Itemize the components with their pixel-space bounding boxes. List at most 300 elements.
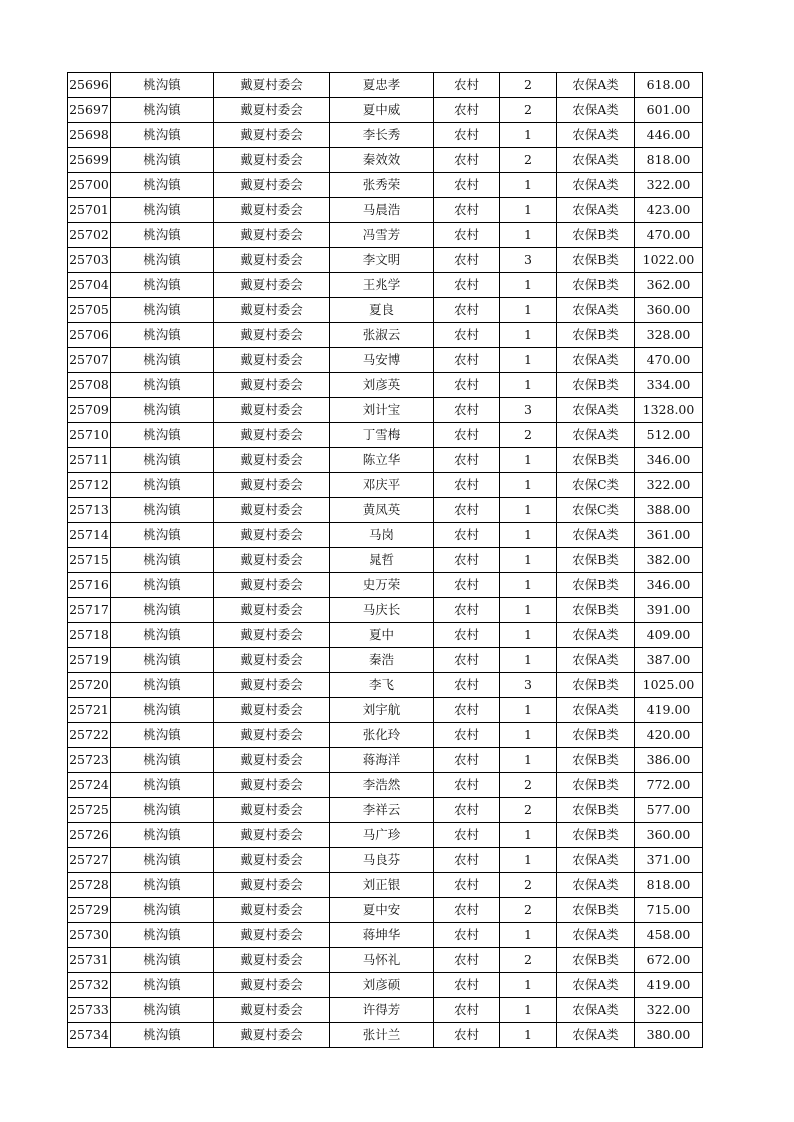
area-type-cell: 农村: [434, 398, 500, 423]
household-count-cell: 1: [500, 923, 557, 948]
town-cell: 桃沟镇: [111, 173, 214, 198]
village-committee-cell: 戴夏村委会: [214, 148, 330, 173]
amount-cell: 322.00: [635, 998, 703, 1023]
person-name-cell: 夏中威: [330, 98, 434, 123]
amount-cell: 388.00: [635, 498, 703, 523]
amount-cell: 322.00: [635, 473, 703, 498]
person-name-cell: 张化玲: [330, 723, 434, 748]
record-id-cell: 25733: [68, 998, 111, 1023]
area-type-cell: 农村: [434, 523, 500, 548]
village-committee-cell: 戴夏村委会: [214, 948, 330, 973]
insurance-category-cell: 农保B类: [557, 748, 635, 773]
area-type-cell: 农村: [434, 873, 500, 898]
village-committee-cell: 戴夏村委会: [214, 798, 330, 823]
household-count-cell: 2: [500, 948, 557, 973]
insurance-category-cell: 农保A类: [557, 523, 635, 548]
household-count-cell: 1: [500, 623, 557, 648]
town-cell: 桃沟镇: [111, 523, 214, 548]
village-committee-cell: 戴夏村委会: [214, 673, 330, 698]
amount-cell: 361.00: [635, 523, 703, 548]
amount-cell: 362.00: [635, 273, 703, 298]
insurance-category-cell: 农保A类: [557, 398, 635, 423]
person-name-cell: 李祥云: [330, 798, 434, 823]
person-name-cell: 马良芬: [330, 848, 434, 873]
area-type-cell: 农村: [434, 898, 500, 923]
person-name-cell: 夏良: [330, 298, 434, 323]
amount-cell: 470.00: [635, 223, 703, 248]
record-id-cell: 25711: [68, 448, 111, 473]
village-committee-cell: 戴夏村委会: [214, 448, 330, 473]
town-cell: 桃沟镇: [111, 848, 214, 873]
table-row: [68, 173, 703, 198]
area-type-cell: 农村: [434, 98, 500, 123]
record-id-cell: 25718: [68, 623, 111, 648]
amount-cell: 423.00: [635, 198, 703, 223]
table-row: [68, 1023, 703, 1048]
village-committee-cell: 戴夏村委会: [214, 698, 330, 723]
town-cell: 桃沟镇: [111, 648, 214, 673]
record-id-cell: 25723: [68, 748, 111, 773]
household-count-cell: 2: [500, 423, 557, 448]
village-committee-cell: 戴夏村委会: [214, 598, 330, 623]
person-name-cell: 秦浩: [330, 648, 434, 673]
record-id-cell: 25698: [68, 123, 111, 148]
household-count-cell: 2: [500, 898, 557, 923]
amount-cell: 1328.00: [635, 398, 703, 423]
record-id-cell: 25734: [68, 1023, 111, 1048]
town-cell: 桃沟镇: [111, 423, 214, 448]
household-count-cell: 1: [500, 598, 557, 623]
person-name-cell: 丁雪梅: [330, 423, 434, 448]
record-id-cell: 25704: [68, 273, 111, 298]
village-committee-cell: 戴夏村委会: [214, 548, 330, 573]
household-count-cell: 2: [500, 873, 557, 898]
insurance-category-cell: 农保A类: [557, 73, 635, 98]
household-count-cell: 2: [500, 773, 557, 798]
person-name-cell: 马安博: [330, 348, 434, 373]
village-committee-cell: 戴夏村委会: [214, 273, 330, 298]
person-name-cell: 夏忠孝: [330, 73, 434, 98]
table-row: [68, 598, 703, 623]
amount-cell: 419.00: [635, 698, 703, 723]
table-row: [68, 298, 703, 323]
town-cell: 桃沟镇: [111, 548, 214, 573]
record-id-cell: 25697: [68, 98, 111, 123]
amount-cell: 446.00: [635, 123, 703, 148]
record-id-cell: 25712: [68, 473, 111, 498]
town-cell: 桃沟镇: [111, 448, 214, 473]
amount-cell: 346.00: [635, 573, 703, 598]
table-row: [68, 123, 703, 148]
insurance-category-cell: 农保A类: [557, 173, 635, 198]
amount-cell: 1022.00: [635, 248, 703, 273]
town-cell: 桃沟镇: [111, 673, 214, 698]
town-cell: 桃沟镇: [111, 898, 214, 923]
area-type-cell: 农村: [434, 223, 500, 248]
amount-cell: 618.00: [635, 73, 703, 98]
record-id-cell: 25714: [68, 523, 111, 548]
table-row: [68, 973, 703, 998]
village-committee-cell: 戴夏村委会: [214, 98, 330, 123]
table-row: [68, 648, 703, 673]
village-committee-cell: 戴夏村委会: [214, 923, 330, 948]
amount-cell: 387.00: [635, 648, 703, 673]
amount-cell: 380.00: [635, 1023, 703, 1048]
table-row: [68, 148, 703, 173]
insurance-category-cell: 农保A类: [557, 848, 635, 873]
village-committee-cell: 戴夏村委会: [214, 223, 330, 248]
table-row: [68, 448, 703, 473]
person-name-cell: 刘宇航: [330, 698, 434, 723]
insurance-category-cell: 农保A类: [557, 1023, 635, 1048]
table-row: [68, 73, 703, 98]
person-name-cell: 张计兰: [330, 1023, 434, 1048]
person-name-cell: 许得芳: [330, 998, 434, 1023]
village-committee-cell: 戴夏村委会: [214, 398, 330, 423]
household-count-cell: 1: [500, 823, 557, 848]
household-count-cell: 1: [500, 698, 557, 723]
person-name-cell: 张秀荣: [330, 173, 434, 198]
record-id-cell: 25728: [68, 873, 111, 898]
village-committee-cell: 戴夏村委会: [214, 823, 330, 848]
table-row: [68, 773, 703, 798]
area-type-cell: 农村: [434, 123, 500, 148]
record-id-cell: 25710: [68, 423, 111, 448]
insurance-category-cell: 农保B类: [557, 448, 635, 473]
record-id-cell: 25709: [68, 398, 111, 423]
insurance-category-cell: 农保B类: [557, 273, 635, 298]
table-row: [68, 623, 703, 648]
village-committee-cell: 戴夏村委会: [214, 123, 330, 148]
insurance-category-cell: 农保C类: [557, 473, 635, 498]
town-cell: 桃沟镇: [111, 223, 214, 248]
person-name-cell: 马怀礼: [330, 948, 434, 973]
household-count-cell: 1: [500, 973, 557, 998]
area-type-cell: 农村: [434, 973, 500, 998]
record-id-cell: 25700: [68, 173, 111, 198]
area-type-cell: 农村: [434, 73, 500, 98]
person-name-cell: 刘彦英: [330, 373, 434, 398]
village-committee-cell: 戴夏村委会: [214, 373, 330, 398]
insurance-category-cell: 农保A类: [557, 148, 635, 173]
town-cell: 桃沟镇: [111, 948, 214, 973]
insurance-category-cell: 农保A类: [557, 298, 635, 323]
village-committee-cell: 戴夏村委会: [214, 773, 330, 798]
insurance-category-cell: 农保A类: [557, 973, 635, 998]
town-cell: 桃沟镇: [111, 973, 214, 998]
household-count-cell: 1: [500, 648, 557, 673]
village-committee-cell: 戴夏村委会: [214, 423, 330, 448]
town-cell: 桃沟镇: [111, 198, 214, 223]
amount-cell: 371.00: [635, 848, 703, 873]
table-row: [68, 423, 703, 448]
record-id-cell: 25707: [68, 348, 111, 373]
table-row: [68, 798, 703, 823]
area-type-cell: 农村: [434, 373, 500, 398]
table-row: [68, 248, 703, 273]
insurance-category-cell: 农保A类: [557, 98, 635, 123]
person-name-cell: 刘计宝: [330, 398, 434, 423]
town-cell: 桃沟镇: [111, 1023, 214, 1048]
village-committee-cell: 戴夏村委会: [214, 648, 330, 673]
area-type-cell: 农村: [434, 248, 500, 273]
table-row: [68, 873, 703, 898]
household-count-cell: 1: [500, 748, 557, 773]
insurance-category-cell: 农保A类: [557, 623, 635, 648]
village-committee-cell: 戴夏村委会: [214, 473, 330, 498]
person-name-cell: 蒋坤华: [330, 923, 434, 948]
area-type-cell: 农村: [434, 798, 500, 823]
person-name-cell: 冯雪芳: [330, 223, 434, 248]
village-committee-cell: 戴夏村委会: [214, 198, 330, 223]
town-cell: 桃沟镇: [111, 273, 214, 298]
insurance-category-cell: 农保B类: [557, 798, 635, 823]
household-count-cell: 1: [500, 273, 557, 298]
person-name-cell: 夏中安: [330, 898, 434, 923]
area-type-cell: 农村: [434, 548, 500, 573]
record-id-cell: 25731: [68, 948, 111, 973]
area-type-cell: 农村: [434, 723, 500, 748]
town-cell: 桃沟镇: [111, 698, 214, 723]
household-count-cell: 2: [500, 73, 557, 98]
person-name-cell: 刘正银: [330, 873, 434, 898]
table-row: [68, 698, 703, 723]
record-id-cell: 25699: [68, 148, 111, 173]
insurance-category-cell: 农保A类: [557, 698, 635, 723]
amount-cell: 386.00: [635, 748, 703, 773]
person-name-cell: 马岗: [330, 523, 434, 548]
insurance-category-cell: 农保A类: [557, 123, 635, 148]
person-name-cell: 史万荣: [330, 573, 434, 598]
amount-cell: 772.00: [635, 773, 703, 798]
record-id-cell: 25729: [68, 898, 111, 923]
record-id-cell: 25724: [68, 773, 111, 798]
village-committee-cell: 戴夏村委会: [214, 723, 330, 748]
insurance-category-cell: 农保A类: [557, 423, 635, 448]
area-type-cell: 农村: [434, 648, 500, 673]
insurance-category-cell: 农保A类: [557, 998, 635, 1023]
table-row: [68, 948, 703, 973]
record-id-cell: 25716: [68, 573, 111, 598]
area-type-cell: 农村: [434, 923, 500, 948]
amount-cell: 322.00: [635, 173, 703, 198]
record-id-cell: 25715: [68, 548, 111, 573]
person-name-cell: 邓庆平: [330, 473, 434, 498]
town-cell: 桃沟镇: [111, 723, 214, 748]
insurance-category-cell: 农保B类: [557, 373, 635, 398]
town-cell: 桃沟镇: [111, 798, 214, 823]
insurance-category-cell: 农保A类: [557, 873, 635, 898]
person-name-cell: 晁哲: [330, 548, 434, 573]
village-committee-cell: 戴夏村委会: [214, 73, 330, 98]
table-row: [68, 498, 703, 523]
amount-cell: 601.00: [635, 98, 703, 123]
amount-cell: 470.00: [635, 348, 703, 373]
area-type-cell: 农村: [434, 198, 500, 223]
village-committee-cell: 戴夏村委会: [214, 998, 330, 1023]
table-row: [68, 723, 703, 748]
area-type-cell: 农村: [434, 948, 500, 973]
household-count-cell: 1: [500, 373, 557, 398]
area-type-cell: 农村: [434, 998, 500, 1023]
insurance-category-cell: 农保A类: [557, 648, 635, 673]
household-count-cell: 2: [500, 98, 557, 123]
record-id-cell: 25696: [68, 73, 111, 98]
household-count-cell: 1: [500, 223, 557, 248]
area-type-cell: 农村: [434, 148, 500, 173]
area-type-cell: 农村: [434, 473, 500, 498]
village-committee-cell: 戴夏村委会: [214, 623, 330, 648]
record-id-cell: 25702: [68, 223, 111, 248]
record-id-cell: 25713: [68, 498, 111, 523]
insurance-category-cell: 农保B类: [557, 248, 635, 273]
amount-cell: 360.00: [635, 298, 703, 323]
table-row: [68, 323, 703, 348]
table-row: [68, 673, 703, 698]
table-row: [68, 223, 703, 248]
person-name-cell: 李长秀: [330, 123, 434, 148]
village-committee-cell: 戴夏村委会: [214, 323, 330, 348]
household-count-cell: 3: [500, 248, 557, 273]
insurance-category-cell: 农保B类: [557, 723, 635, 748]
village-committee-cell: 戴夏村委会: [214, 348, 330, 373]
table-row: [68, 373, 703, 398]
insurance-category-cell: 农保B类: [557, 823, 635, 848]
household-count-cell: 1: [500, 448, 557, 473]
household-count-cell: 1: [500, 323, 557, 348]
amount-cell: 1025.00: [635, 673, 703, 698]
town-cell: 桃沟镇: [111, 823, 214, 848]
amount-cell: 818.00: [635, 148, 703, 173]
area-type-cell: 农村: [434, 448, 500, 473]
town-cell: 桃沟镇: [111, 373, 214, 398]
person-name-cell: 李浩然: [330, 773, 434, 798]
household-count-cell: 1: [500, 723, 557, 748]
household-count-cell: 2: [500, 798, 557, 823]
area-type-cell: 农村: [434, 298, 500, 323]
town-cell: 桃沟镇: [111, 598, 214, 623]
person-name-cell: 王兆学: [330, 273, 434, 298]
table-row: [68, 198, 703, 223]
village-committee-cell: 戴夏村委会: [214, 248, 330, 273]
area-type-cell: 农村: [434, 573, 500, 598]
household-count-cell: 1: [500, 173, 557, 198]
person-name-cell: 刘彦硕: [330, 973, 434, 998]
table-row: [68, 998, 703, 1023]
insurance-category-cell: 农保A类: [557, 348, 635, 373]
amount-cell: 577.00: [635, 798, 703, 823]
table-row: [68, 548, 703, 573]
person-name-cell: 黄凤英: [330, 498, 434, 523]
household-count-cell: 3: [500, 673, 557, 698]
household-count-cell: 1: [500, 473, 557, 498]
village-committee-cell: 戴夏村委会: [214, 523, 330, 548]
village-committee-cell: 戴夏村委会: [214, 898, 330, 923]
area-type-cell: 农村: [434, 1023, 500, 1048]
village-committee-cell: 戴夏村委会: [214, 973, 330, 998]
area-type-cell: 农村: [434, 498, 500, 523]
town-cell: 桃沟镇: [111, 248, 214, 273]
town-cell: 桃沟镇: [111, 323, 214, 348]
town-cell: 桃沟镇: [111, 473, 214, 498]
area-type-cell: 农村: [434, 698, 500, 723]
record-id-cell: 25725: [68, 798, 111, 823]
area-type-cell: 农村: [434, 348, 500, 373]
area-type-cell: 农村: [434, 423, 500, 448]
person-name-cell: 陈立华: [330, 448, 434, 473]
household-count-cell: 3: [500, 398, 557, 423]
record-id-cell: 25719: [68, 648, 111, 673]
town-cell: 桃沟镇: [111, 148, 214, 173]
record-id-cell: 25701: [68, 198, 111, 223]
person-name-cell: 夏中: [330, 623, 434, 648]
town-cell: 桃沟镇: [111, 73, 214, 98]
person-name-cell: 蒋海洋: [330, 748, 434, 773]
town-cell: 桃沟镇: [111, 348, 214, 373]
area-type-cell: 农村: [434, 598, 500, 623]
person-name-cell: 马广珍: [330, 823, 434, 848]
area-type-cell: 农村: [434, 773, 500, 798]
household-count-cell: 1: [500, 998, 557, 1023]
table-row: [68, 273, 703, 298]
household-count-cell: 1: [500, 1023, 557, 1048]
person-name-cell: 李飞: [330, 673, 434, 698]
amount-cell: 672.00: [635, 948, 703, 973]
town-cell: 桃沟镇: [111, 773, 214, 798]
record-id-cell: 25703: [68, 248, 111, 273]
insurance-category-cell: 农保B类: [557, 598, 635, 623]
record-id-cell: 25717: [68, 598, 111, 623]
village-committee-cell: 戴夏村委会: [214, 873, 330, 898]
amount-cell: 512.00: [635, 423, 703, 448]
insurance-category-cell: 农保B类: [557, 673, 635, 698]
town-cell: 桃沟镇: [111, 573, 214, 598]
household-count-cell: 1: [500, 848, 557, 873]
amount-cell: 346.00: [635, 448, 703, 473]
amount-cell: 419.00: [635, 973, 703, 998]
person-name-cell: 李文明: [330, 248, 434, 273]
person-name-cell: 马晨浩: [330, 198, 434, 223]
person-name-cell: 张淑云: [330, 323, 434, 348]
record-id-cell: 25727: [68, 848, 111, 873]
town-cell: 桃沟镇: [111, 98, 214, 123]
village-committee-cell: 戴夏村委会: [214, 748, 330, 773]
town-cell: 桃沟镇: [111, 623, 214, 648]
town-cell: 桃沟镇: [111, 398, 214, 423]
record-id-cell: 25726: [68, 823, 111, 848]
household-count-cell: 1: [500, 298, 557, 323]
table-row: [68, 823, 703, 848]
town-cell: 桃沟镇: [111, 923, 214, 948]
amount-cell: 328.00: [635, 323, 703, 348]
amount-cell: 715.00: [635, 898, 703, 923]
area-type-cell: 农村: [434, 848, 500, 873]
data-table: [67, 72, 703, 1048]
area-type-cell: 农村: [434, 823, 500, 848]
insurance-category-cell: 农保B类: [557, 548, 635, 573]
table-body: [68, 73, 703, 1048]
record-id-cell: 25732: [68, 973, 111, 998]
person-name-cell: 马庆长: [330, 598, 434, 623]
insurance-category-cell: 农保B类: [557, 898, 635, 923]
town-cell: 桃沟镇: [111, 748, 214, 773]
table-row: [68, 98, 703, 123]
record-id-cell: 25708: [68, 373, 111, 398]
village-committee-cell: 戴夏村委会: [214, 173, 330, 198]
record-id-cell: 25721: [68, 698, 111, 723]
area-type-cell: 农村: [434, 273, 500, 298]
area-type-cell: 农村: [434, 673, 500, 698]
